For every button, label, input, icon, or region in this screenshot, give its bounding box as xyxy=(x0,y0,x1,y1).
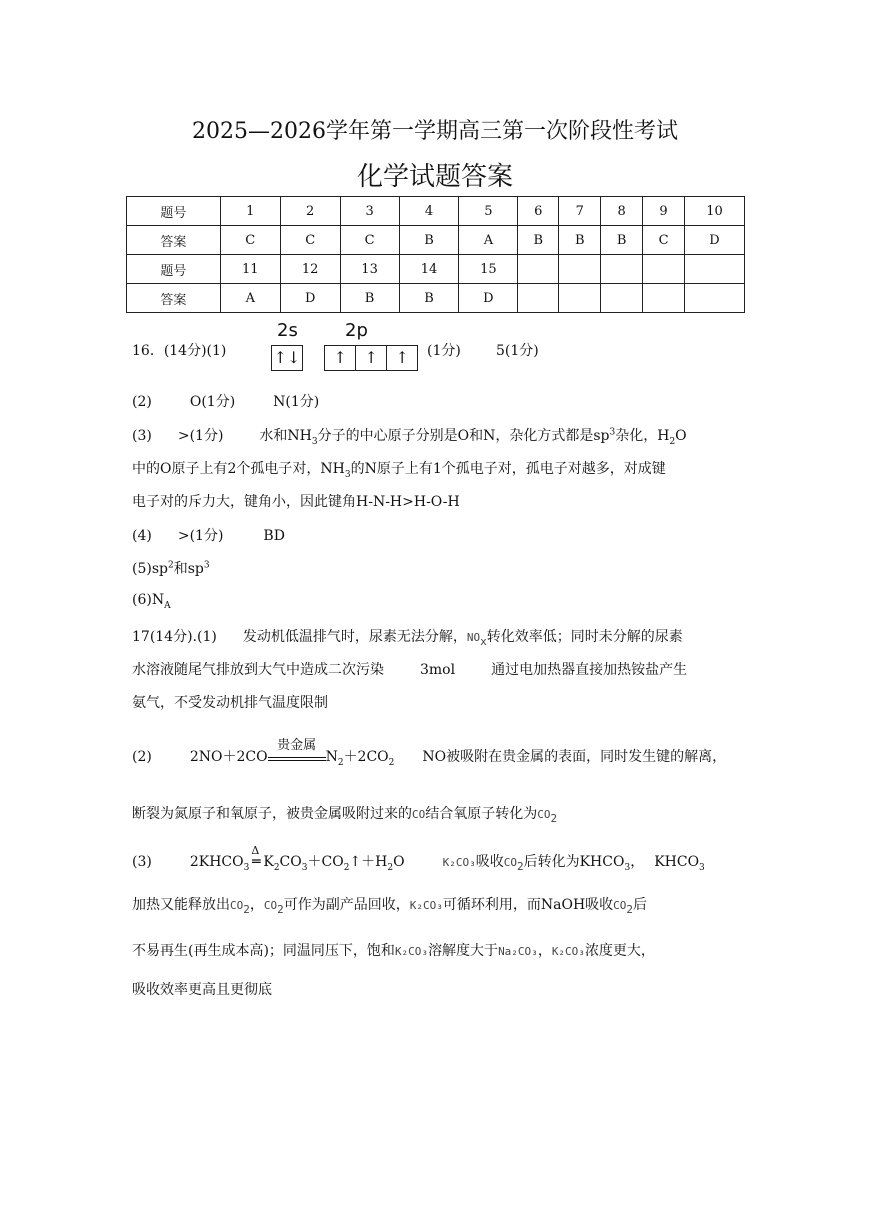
subscript: 3 xyxy=(243,862,250,873)
equation: $2KHCO_3$ Δ ═ $K_2CO_3+CO_2↑+H_2O$ xyxy=(189,844,405,873)
q16-part4 xyxy=(132,525,285,545)
answer-text: (5)sp xyxy=(132,561,168,577)
answer-text: N(1分) xyxy=(273,394,320,410)
table-cell: 1 xyxy=(220,197,280,226)
answer-text: 水溶液随尾气排放到大气中造成二次污染 xyxy=(132,662,384,678)
q16-ans1b: 5(1分) xyxy=(496,343,539,359)
eq-part: 2KHCO xyxy=(189,854,244,870)
subscript: 3 xyxy=(301,862,308,873)
table-row xyxy=(127,226,745,255)
table-cell: 14 xyxy=(399,255,459,284)
table-cell xyxy=(685,255,745,284)
subscript: 3 xyxy=(311,436,318,447)
answer-text: >(1分) xyxy=(177,428,224,444)
answer-table xyxy=(126,196,745,313)
table-cell: C xyxy=(340,226,399,255)
q17-part3-line2 xyxy=(132,894,647,916)
exam-title: 2025—2026学年第一学期高三第一次阶段性考试 xyxy=(192,119,678,144)
formula: CO xyxy=(412,808,426,821)
subscript: 3 xyxy=(624,862,631,873)
orbital-box-2p: ↑ xyxy=(324,345,356,371)
answer-text: 加热又能释放出 xyxy=(132,897,230,913)
answer-text: ， xyxy=(630,854,645,870)
table-cell: C xyxy=(643,226,685,255)
table-cell: 9 xyxy=(643,197,685,226)
formula: KHCO xyxy=(579,854,625,870)
answer-text: 浓度更大， xyxy=(584,943,655,959)
formula: K₂CO₃ xyxy=(551,945,585,958)
equation xyxy=(189,738,395,768)
table-cell: B xyxy=(340,284,399,313)
superscript: 3 xyxy=(609,427,616,438)
answer-text: 水和NH xyxy=(259,428,312,444)
subscript: 2 xyxy=(273,862,280,873)
answer-text: 转化效率低；同时未分解的尿素 xyxy=(486,629,683,645)
subscript: 3 xyxy=(344,469,351,480)
eq-part: K xyxy=(263,854,274,870)
answer-text: 中的O原子上有2个孤电子对，NH xyxy=(132,461,345,477)
table-cell: B xyxy=(399,284,459,313)
table-cell: C xyxy=(220,226,280,255)
orbital-2p-label: 2p xyxy=(345,320,368,341)
answer-text: ， xyxy=(249,897,264,913)
table-cell: 11 xyxy=(220,255,280,284)
answer-text: 可循环利用，而 xyxy=(442,897,541,913)
table-cell: B xyxy=(518,226,559,255)
reaction-condition: 贵金属 xyxy=(277,738,317,753)
table-cell xyxy=(518,284,559,313)
eq-part: ↑＋H xyxy=(349,854,388,870)
part-number: (4) xyxy=(132,528,152,544)
table-cell: 15 xyxy=(459,255,518,284)
q17-part2-line2 xyxy=(132,803,557,825)
table-row xyxy=(127,284,745,313)
table-cell: D xyxy=(459,284,518,313)
answer-text: 不易再生(再生成本高)；同温同压下，饱和 xyxy=(132,943,395,959)
table-cell: 10 xyxy=(685,197,745,226)
formula: NaOH xyxy=(540,897,586,913)
formula: K₂CO₃ xyxy=(409,899,443,912)
answer-text: 吸收 xyxy=(585,897,614,913)
q16-part3-line1 xyxy=(132,425,687,447)
table-cell xyxy=(685,284,745,313)
table-cell: B xyxy=(601,226,643,255)
table-cell xyxy=(643,284,685,313)
orbital-box-2p: ↑ xyxy=(386,345,418,371)
table-cell: 2 xyxy=(280,197,340,226)
answer-text: 吸收 xyxy=(475,854,504,870)
q16-part5 xyxy=(132,558,210,578)
orbital-2s-label: 2s xyxy=(277,320,298,341)
subscript: 2 xyxy=(516,859,524,873)
orbital-box-2s: ↑↓ xyxy=(271,345,303,371)
reaction-arrow xyxy=(268,738,326,761)
table-row xyxy=(127,255,745,284)
table-cell: 12 xyxy=(280,255,340,284)
subscript: 2 xyxy=(243,902,250,916)
answer-text: 可作为副产品回收， xyxy=(283,897,410,913)
subscript: 2 xyxy=(388,757,395,768)
answer-text: 发动机低温排气时，尿素无法分解， xyxy=(242,629,467,645)
eq-right: ＋2CO xyxy=(343,749,389,765)
q16-part6 xyxy=(132,592,171,611)
q16-part3-line3: 电子对的斥力大，键角小，因此键角H-N-H>H-O-H xyxy=(132,494,460,510)
table-cell: A xyxy=(220,284,280,313)
heat-symbol: Δ xyxy=(251,844,260,857)
table-row-label: 题号 xyxy=(127,255,221,284)
answer-text: 溶解度大于 xyxy=(428,943,499,959)
answer-text: BD xyxy=(263,528,285,544)
subscript: 2 xyxy=(669,436,676,447)
answer-text: 分子的中心原子分别是O和N，杂化方式都是sp xyxy=(317,428,610,444)
table-cell xyxy=(559,284,601,313)
table-cell: 13 xyxy=(340,255,399,284)
formula: NO xyxy=(466,631,481,644)
answer-text: 结合氧原子转化为 xyxy=(425,806,538,822)
subscript: 2 xyxy=(387,862,394,873)
formula: K₂CO₃ xyxy=(394,945,429,958)
part-number: (2) xyxy=(132,749,152,765)
table-cell: 4 xyxy=(399,197,459,226)
answer-text: (6)N xyxy=(132,592,165,608)
formula: CO xyxy=(503,856,517,869)
table-row-label: 题号 xyxy=(127,197,221,226)
part-number: (2) xyxy=(132,394,152,410)
q17-part2-line1 xyxy=(132,738,727,768)
table-cell: 5 xyxy=(459,197,518,226)
table-cell: 3 xyxy=(340,197,399,226)
table-cell xyxy=(643,255,685,284)
subscript: x xyxy=(480,634,487,648)
eq-part: O xyxy=(393,854,405,870)
formula: CO xyxy=(230,899,244,912)
answer-text: 和sp xyxy=(173,561,204,577)
subscript: A xyxy=(164,600,171,611)
formula: KHCO xyxy=(654,854,700,870)
answer-text: >(1分) xyxy=(177,528,224,544)
orbital-box-2p: ↑ xyxy=(355,345,387,371)
subscript: 2 xyxy=(626,902,634,916)
q16-score: (1分) xyxy=(427,343,461,359)
eq-left: 2NO＋2CO xyxy=(189,749,268,765)
q17-line2 xyxy=(132,659,687,679)
table-row-label: 答案 xyxy=(127,284,221,313)
table-cell: D xyxy=(685,226,745,255)
formula: Na₂CO₃ xyxy=(498,945,538,958)
eq-right: N xyxy=(325,749,338,765)
table-cell xyxy=(518,255,559,284)
q17-part3-line1 xyxy=(132,844,705,873)
eq-part: CO xyxy=(279,854,302,870)
subscript: 2 xyxy=(343,862,350,873)
answer-text: 后 xyxy=(633,897,648,913)
question-head: 17(14分).(1) xyxy=(132,629,217,645)
formula: CO xyxy=(537,808,551,821)
answer-title: 化学试题答案 xyxy=(356,162,513,192)
table-cell xyxy=(559,255,601,284)
subscript: 2 xyxy=(277,902,284,916)
answer-text: 断裂为氮原子和氧原子，被贵金属吸附过来的 xyxy=(132,806,412,822)
formula: CO xyxy=(263,899,278,912)
q17-line3: 氨气，不受发动机排气温度限制 xyxy=(132,695,328,711)
table-cell: 7 xyxy=(559,197,601,226)
table-cell: B xyxy=(399,226,459,255)
answer-text: O xyxy=(675,428,687,444)
q17-part3-line4: 吸收效率更高且更彻底 xyxy=(132,982,272,998)
part-number: (3) xyxy=(132,428,152,444)
subscript: 2 xyxy=(337,757,344,768)
part-number: (3) xyxy=(132,854,152,870)
answer-text: NO被吸附在贵金属的表面，同时发生键的解离， xyxy=(422,749,727,765)
answer-text: 后转化为 xyxy=(523,854,580,870)
subscript: 2 xyxy=(550,811,558,825)
answer-text: 3mol xyxy=(420,662,456,678)
table-cell xyxy=(601,255,643,284)
answer-text: 杂化，H xyxy=(615,428,670,444)
superscript: 2 xyxy=(167,560,174,571)
q16-head: 16．(14分)(1) xyxy=(132,343,227,359)
superscript: 3 xyxy=(203,560,210,571)
table-cell: 6 xyxy=(518,197,559,226)
orbital-diagram xyxy=(271,345,421,371)
answer-text: 通过电加热器直接加热铵盐产生 xyxy=(491,662,688,678)
formula: CO xyxy=(613,899,627,912)
q17-line1 xyxy=(132,626,683,648)
table-cell: A xyxy=(459,226,518,255)
table-cell: C xyxy=(280,226,340,255)
eq-part: ＋CO xyxy=(307,854,344,870)
answer-text: ， xyxy=(537,943,552,959)
table-cell xyxy=(601,284,643,313)
q16-part3-line2 xyxy=(132,458,666,480)
subscript: 3 xyxy=(699,862,705,873)
table-row xyxy=(127,197,745,226)
table-cell: 8 xyxy=(601,197,643,226)
table-row-label: 答案 xyxy=(127,226,221,255)
answer-text: O(1分) xyxy=(189,394,236,410)
formula: K₂CO₃ xyxy=(442,856,476,869)
table-cell: D xyxy=(280,284,340,313)
answer-text: 的N原子上有1个孤电子对，孤电子对越多，对成键 xyxy=(350,461,666,477)
table-cell: B xyxy=(559,226,601,255)
q17-part3-line3 xyxy=(132,940,655,960)
q16-part2 xyxy=(132,391,319,411)
